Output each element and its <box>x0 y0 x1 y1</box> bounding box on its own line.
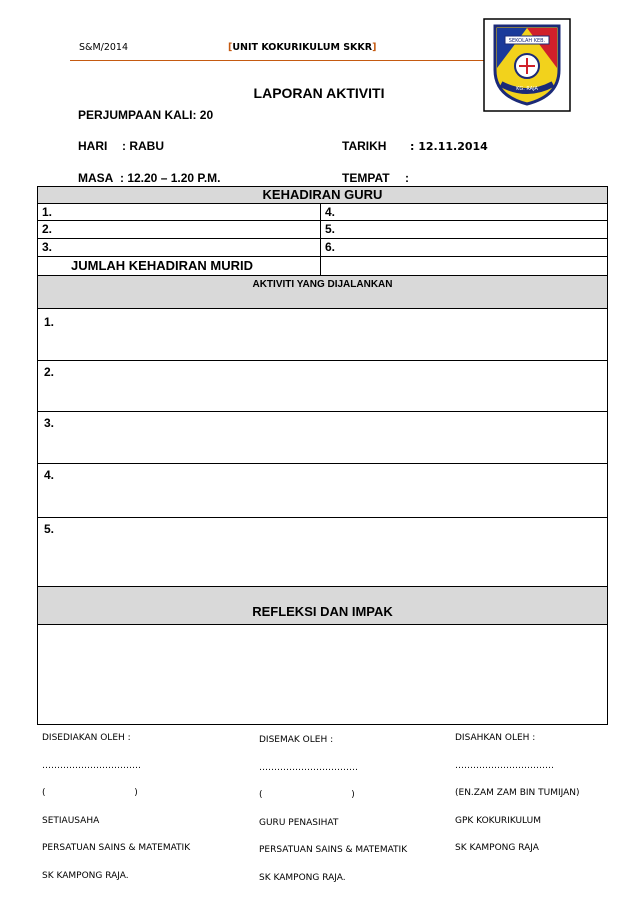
activity-row-5: 5. <box>37 517 608 587</box>
reflection-box <box>37 624 608 725</box>
place-value: : <box>405 171 409 185</box>
teacher-row-3: 3. <box>37 238 321 257</box>
date-label: TARIKH <box>342 139 387 153</box>
svg-text:KG. RAJA: KG. RAJA <box>516 86 538 92</box>
activity-row-1: 1. <box>37 308 608 361</box>
approved-by-label: DISAHKAN OLEH : <box>455 733 536 743</box>
activities-heading: AKTIVITI YANG DIJALANKAN <box>37 275 608 309</box>
activity-row-3: 3. <box>37 411 608 464</box>
checked-by-role: GURU PENASIHAT <box>259 818 339 828</box>
checked-by-place: SK KAMPONG RAJA. <box>259 873 346 883</box>
activity-row-2: 2. <box>37 360 608 412</box>
approved-by-role: GPK KOKURIKULUM <box>455 816 541 826</box>
time-label: MASA <box>78 171 114 185</box>
place-label: TEMPAT <box>342 171 390 185</box>
teacher-row-4: 4. <box>320 203 608 221</box>
teacher-row-5: 5. <box>320 220 608 239</box>
checked-by-org: PERSATUAN SAINS & MATEMATIK <box>259 845 408 855</box>
header-code: S&M/2014 <box>79 42 129 53</box>
prepared-by-place: SK KAMPONG RAJA. <box>42 871 129 881</box>
checked-by-name: ( ) <box>259 790 355 800</box>
prepared-by-role: SETIAUSAHA <box>42 816 100 826</box>
teacher-attendance-heading: KEHADIRAN GURU <box>37 186 608 204</box>
student-total-label: JUMLAH KEHADIRAN MURID <box>37 256 321 276</box>
time-value: : 12.20 – 1.20 P.M. <box>120 171 221 185</box>
prepared-by-dots: …………………………… <box>42 761 141 771</box>
header-rule <box>70 60 490 61</box>
checked-by-dots: …………………………… <box>259 763 358 773</box>
day-value: : RABU <box>122 139 164 153</box>
day-label: HARI <box>78 139 108 153</box>
student-total-value <box>320 256 608 276</box>
prepared-by-label: DISEDIAKAN OLEH : <box>42 733 131 743</box>
teacher-row-1: 1. <box>37 203 321 221</box>
meeting-line: PERJUMPAAN KALI: 20 <box>78 108 214 122</box>
approved-by-org: SK KAMPONG RAJA <box>455 843 539 853</box>
approved-by-name: (EN.ZAM ZAM BIN TUMIJAN) <box>455 788 580 798</box>
approved-by-dots: …………………………… <box>455 761 554 771</box>
page-title: LAPORAN AKTIVITI <box>253 85 385 101</box>
prepared-by-org: PERSATUAN SAINS & MATEMATIK <box>42 843 191 853</box>
teacher-row-2: 2. <box>37 220 321 239</box>
reflection-heading: REFLEKSI DAN IMPAK <box>37 586 608 625</box>
svg-text:SEKOLAH KEB.: SEKOLAH KEB. <box>508 38 546 44</box>
teacher-row-6: 6. <box>320 238 608 257</box>
date-value: : 12.11.2014 <box>410 140 488 153</box>
prepared-by-name: ( ) <box>42 788 138 798</box>
activity-row-4: 4. <box>37 463 608 518</box>
checked-by-label: DISEMAK OLEH : <box>259 735 334 745</box>
header-unit: [UNIT KOKURIKULUM SKKR] <box>228 42 377 53</box>
